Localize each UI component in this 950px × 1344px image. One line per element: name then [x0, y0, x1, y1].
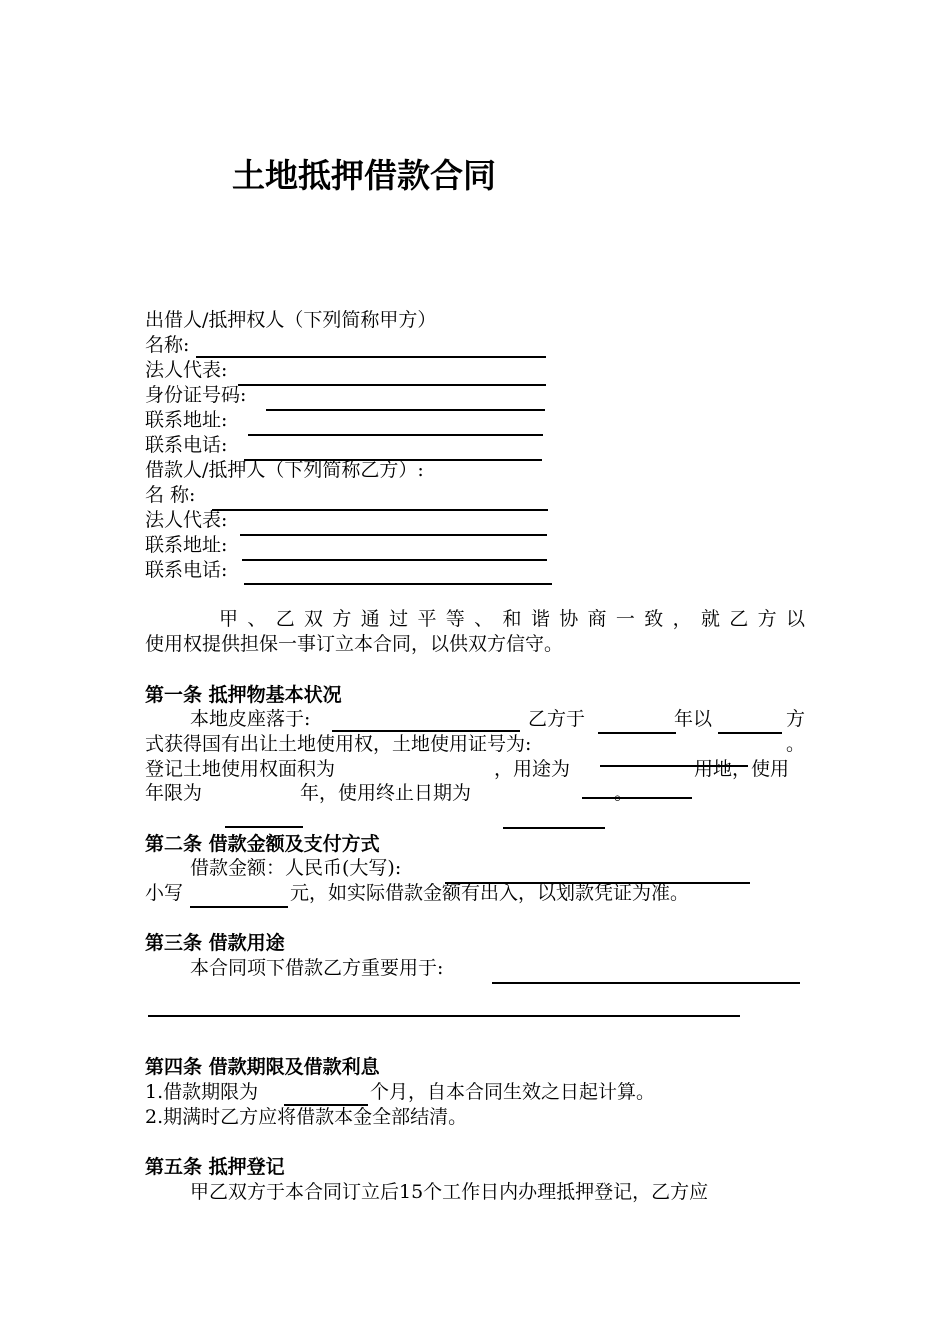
party-b-legal-rep-label: 法人代表:: [145, 509, 228, 531]
acquisition-year-field[interactable]: [598, 732, 676, 734]
intro-line-1: 甲、乙双方通过平等、和谐协商一致，就乙方以: [219, 608, 805, 630]
document-title: 土地抵押借款合同: [232, 156, 496, 195]
article-1-method-label: 年以: [674, 708, 713, 730]
intro-line-2: 使用权提供担保一事订立本合同，以供双方信守。: [145, 633, 564, 655]
loan-purpose-label: 本合同项下借款乙方重要用于:: [190, 957, 444, 979]
article-1-location-label: 本地皮座落于:: [190, 708, 311, 730]
article-1-end-date-label: 年，使用终止日期为: [300, 782, 472, 804]
party-b-phone-label: 联系电话:: [145, 559, 228, 581]
party-b-address-label: 联系地址:: [145, 534, 228, 556]
mortgage-registration-clause: 甲乙双方于本合同订立后15个工作日内办理抵押登记，乙方应: [190, 1181, 709, 1203]
acquisition-method-field[interactable]: [718, 732, 782, 734]
article-4-heading: 第四条 借款期限及借款利息: [145, 1056, 380, 1078]
end-date-field[interactable]: [582, 797, 692, 799]
loan-amount-note: 元，如实际借款金额有出入，以划款凭证为准。: [290, 882, 690, 904]
article-1-term-label: 年限为: [145, 782, 203, 804]
party-b-name-field[interactable]: [212, 509, 548, 511]
party-a-id-field[interactable]: [266, 409, 545, 411]
article-1-year-label: 乙方于: [528, 708, 586, 730]
use-term-field[interactable]: [225, 826, 303, 828]
party-a-header: 出借人/抵押权人（下列简称甲方）: [145, 309, 437, 331]
party-a-legal-rep-label: 法人代表:: [145, 359, 228, 381]
party-a-address-label: 联系地址:: [145, 409, 228, 431]
party-a-name-label: 名称:: [145, 334, 190, 356]
area-field[interactable]: [503, 827, 605, 829]
article-1-method-suffix: 方: [786, 708, 806, 730]
party-b-name-label: 名 称:: [145, 484, 196, 506]
loan-amount-figure-label: 小写: [145, 882, 184, 904]
party-a-name-field[interactable]: [196, 356, 546, 358]
article-1-heading: 第一条 抵押物基本状况: [145, 684, 342, 706]
party-a-id-label: 身份证号码:: [145, 384, 247, 406]
article-5-heading: 第五条 抵押登记: [145, 1156, 285, 1178]
loan-amount-capital-label: 借款金额：人民币(大写):: [190, 857, 402, 879]
article-1-cert-label: 式获得国有出让土地使用权，土地使用证号为:: [145, 733, 532, 755]
loan-term-suffix: 个月，自本合同生效之日起计算。: [370, 1081, 656, 1103]
party-a-phone-label: 联系电话:: [145, 434, 228, 456]
loan-amount-figure-field[interactable]: [190, 906, 288, 908]
article-1-cert-suffix: 。: [786, 733, 806, 755]
article-3-heading: 第三条 借款用途: [145, 932, 285, 954]
loan-purpose-field-1[interactable]: [492, 982, 800, 984]
loan-term-label: 1.借款期限为: [145, 1081, 259, 1103]
party-a-address-field[interactable]: [248, 434, 543, 436]
loan-purpose-field-2[interactable]: [148, 1015, 740, 1017]
repayment-clause: 2.期满时乙方应将借款本金全部结清。: [145, 1106, 468, 1128]
article-2-heading: 第二条 借款金额及支付方式: [145, 833, 380, 855]
party-b-legal-rep-field[interactable]: [240, 534, 547, 536]
party-b-header: 借款人/抵押人（下列简称乙方）:: [145, 459, 424, 481]
party-b-phone-field[interactable]: [244, 583, 552, 585]
article-1-end-date-suffix: 。: [614, 782, 634, 804]
article-1-area-label: 登记土地使用权面积为: [145, 758, 336, 780]
party-a-legal-rep-field[interactable]: [238, 384, 546, 386]
article-1-purpose-label: ，用途为: [494, 758, 571, 780]
party-b-address-field[interactable]: [242, 559, 547, 561]
article-1-purpose-suffix: 用地，使用: [694, 758, 790, 780]
